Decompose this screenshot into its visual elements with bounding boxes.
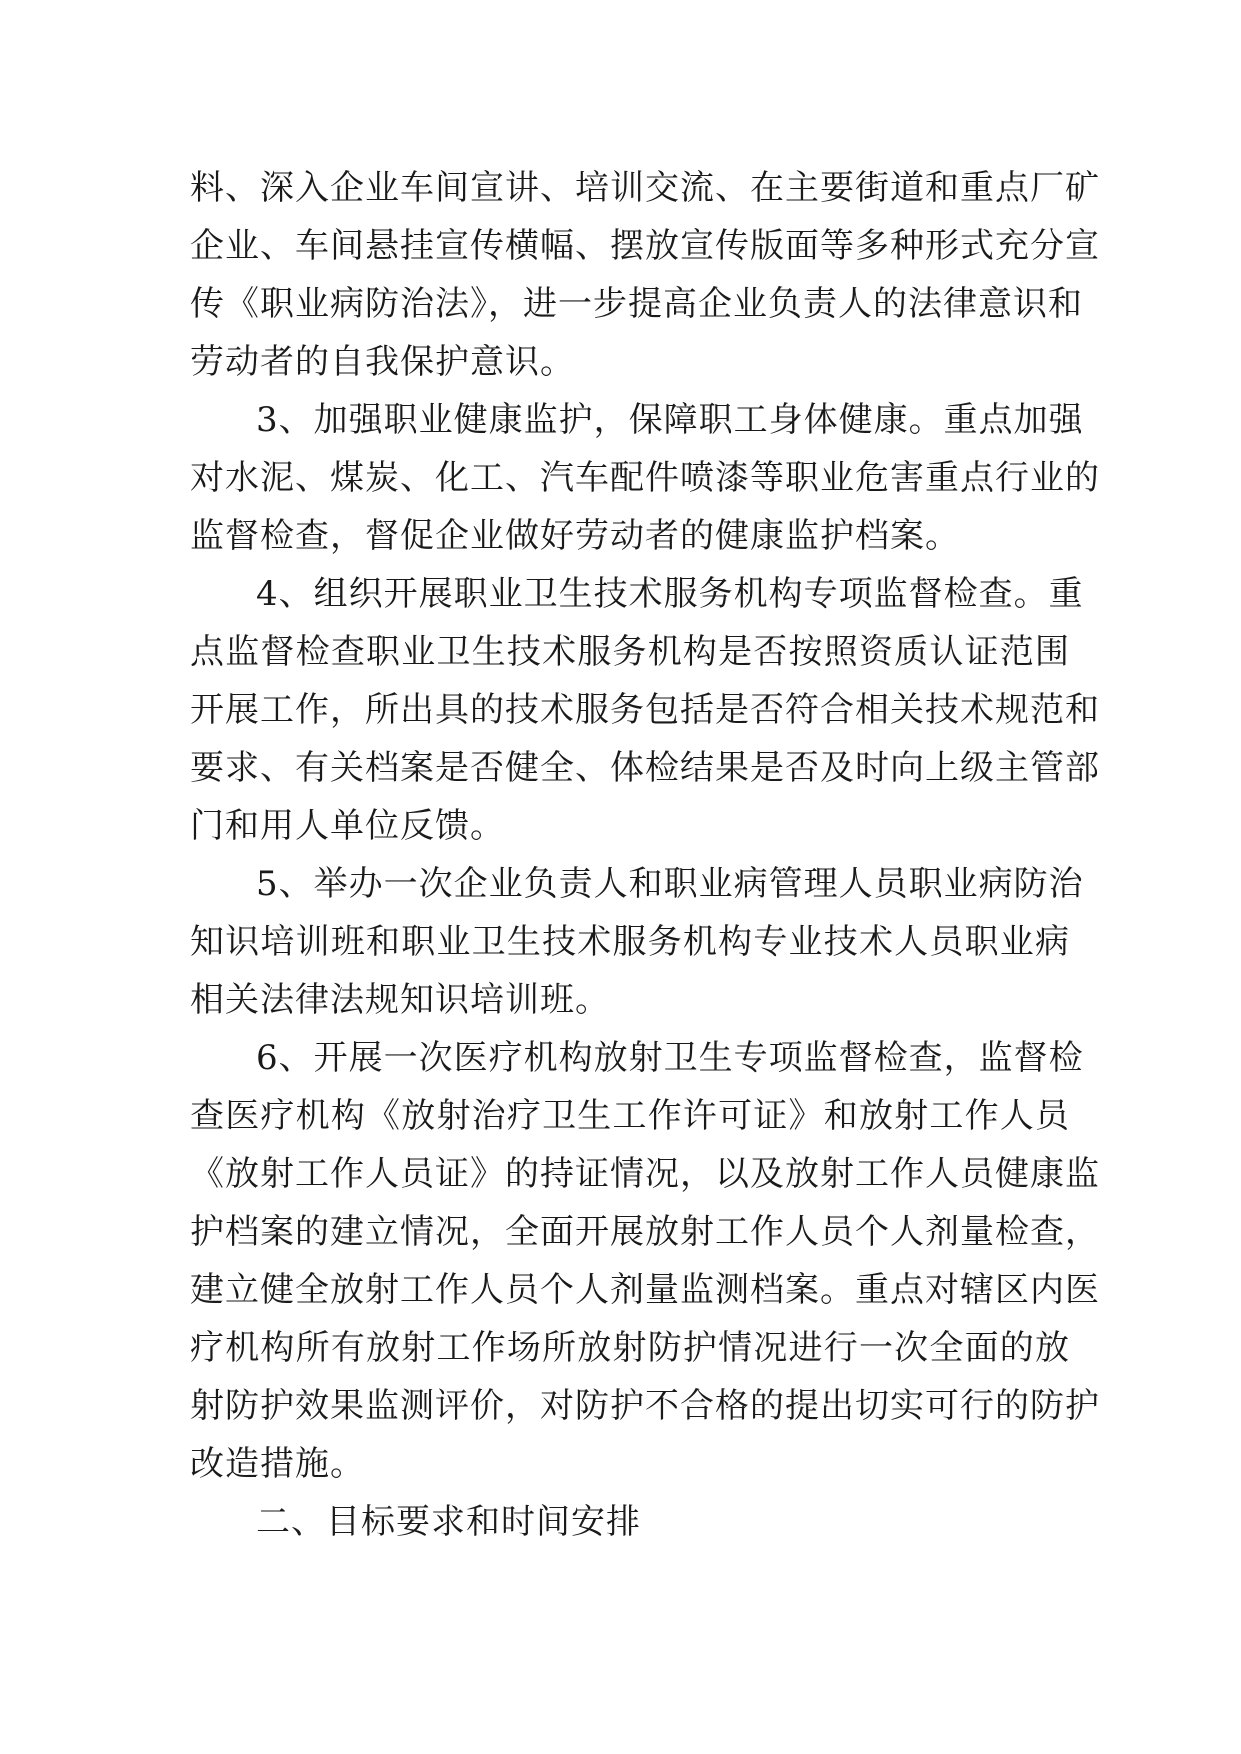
paragraph-line: 5、举办一次企业负责人和职业病管理人员职业病防治 (256, 864, 1084, 904)
paragraph-line: 劳动者的自我保护意识。 (190, 342, 575, 382)
paragraph-line: 对水泥、煤炭、化工、汽车配件喷漆等职业危害重点行业的 (190, 458, 1100, 498)
paragraph-line: 查医疗机构《放射治疗卫生工作许可证》和放射工作人员 (190, 1096, 1070, 1136)
paragraph-line: 6、开展一次医疗机构放射卫生专项监督检查，监督检 (256, 1038, 1084, 1078)
paragraph-line: 开展工作，所出具的技术服务包括是否符合相关技术规范和 (190, 690, 1100, 730)
paragraph-line: 射防护效果监测评价，对防护不合格的提出切实可行的防护 (190, 1386, 1100, 1426)
paragraph-line: 疗机构所有放射工作场所放射防护情况进行一次全面的放 (190, 1328, 1070, 1368)
paragraph-line: 4、组织开展职业卫生技术服务机构专项监督检查。重 (256, 574, 1084, 614)
paragraph-line: 传《职业病防治法》，进一步提高企业负责人的法律意识和 (190, 284, 1083, 324)
paragraph-line: 3、加强职业健康监护，保障职工身体健康。重点加强 (256, 400, 1084, 440)
paragraph-line: 企业、车间悬挂宣传横幅、摆放宣传版面等多种形式充分宣 (190, 226, 1100, 266)
paragraph-line: 要求、有关档案是否健全、体检结果是否及时向上级主管部 (190, 748, 1100, 788)
paragraph-line: 门和用人单位反馈。 (190, 806, 505, 846)
paragraph-line: 建立健全放射工作人员个人剂量监测档案。重点对辖区内医 (190, 1270, 1100, 1310)
paragraph-line: 《放射工作人员证》的持证情况，以及放射工作人员健康监 (190, 1154, 1100, 1194)
paragraph-line: 知识培训班和职业卫生技术服务机构专业技术人员职业病 (190, 922, 1070, 962)
paragraph-line: 改造措施。 (190, 1444, 365, 1484)
paragraph-line: 点监督检查职业卫生技术服务机构是否按照资质认证范围 (190, 632, 1070, 672)
paragraph-line: 料、深入企业车间宣讲、培训交流、在主要街道和重点厂矿 (190, 168, 1100, 208)
section-heading: 二、目标要求和时间安排 (256, 1502, 641, 1542)
paragraph-line: 监督检查，督促企业做好劳动者的健康监护档案。 (190, 516, 960, 556)
paragraph-line: 护档案的建立情况，全面开展放射工作人员个人剂量检查， (190, 1212, 1100, 1252)
paragraph-line: 相关法律法规知识培训班。 (190, 980, 610, 1020)
